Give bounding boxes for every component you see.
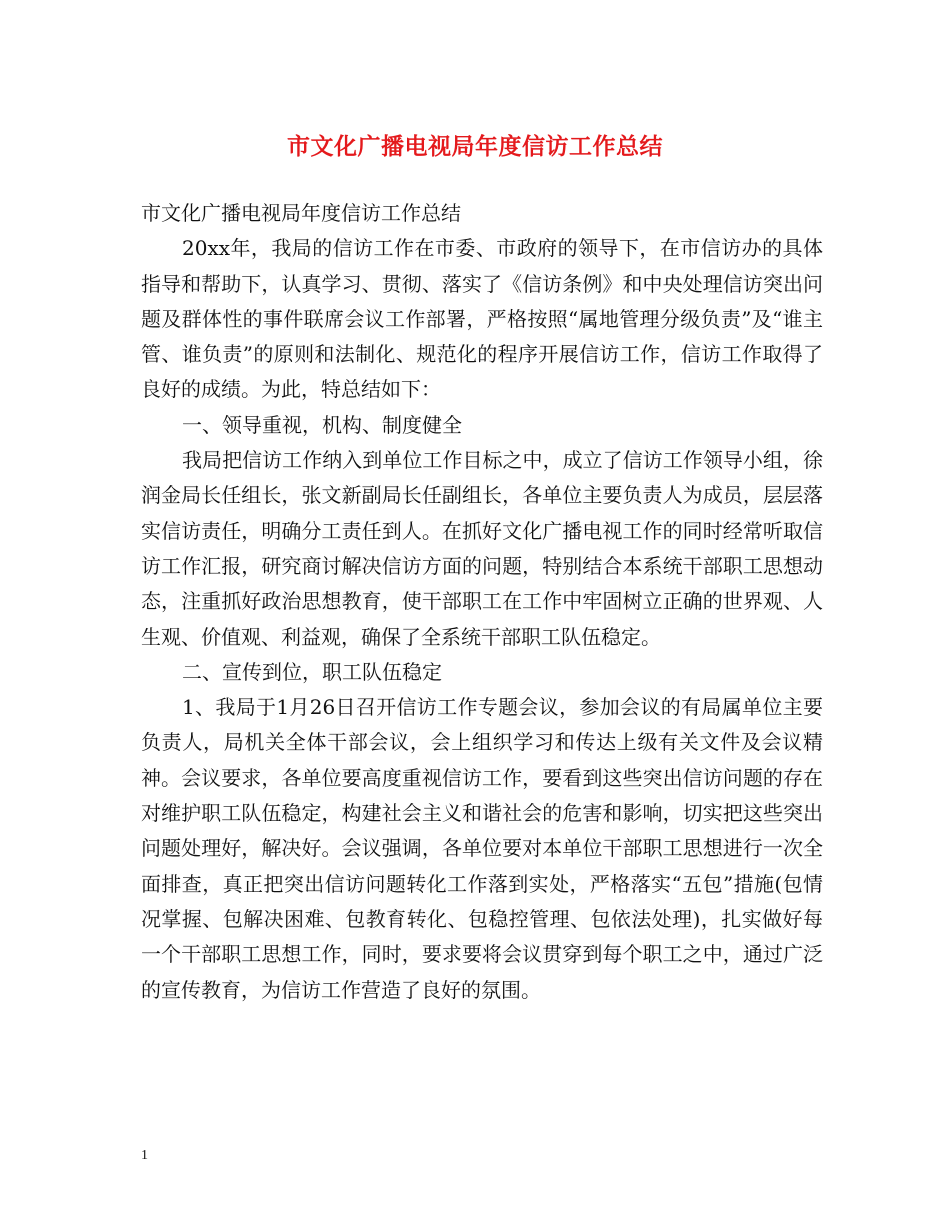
page-number: 1 <box>141 1148 148 1163</box>
section-heading-2: 二、宣传到位，职工队伍稳定 <box>182 659 442 684</box>
document-title: 市文化广播电视局年度信访工作总结 <box>287 133 663 160</box>
subtitle-paragraph: 市文化广播电视局年度信访工作总结 <box>141 201 461 225</box>
document-body <box>141 196 823 1008</box>
section-1-paragraph: 我局把信访工作纳入到单位工作目标之中，成立了信访工作领导小组，徐润金局长任组长，张文新副局长任副组长，各单位主要负责人为成员，层层落实信访责任，明确分工责任到人。在抓好文化广播电视工作的同时经常听取信访工作汇报，研究商讨解决信访方面的问题，特别结合本系统干部职工思想动态，注重抓好政治思想教育，使干部职工在工作中牢固树立正确的世界观、人生观、价值观、利益观，确保了全系统干部职工队伍稳定。 <box>141 448 823 649</box>
intro-paragraph: 20xx年，我局的信访工作在市委、市政府的领导下，在市信访办的具体指导和帮助下，认真学习、贯彻、落实了《信访条例》和中央处理信访突出问题及群体性的事件联席会议工作部署，严格按照“属地管理分级负责”及“谁主管、谁负责”的原则和法制化、规范化的程序开展信访工作，信访工作取得了良好的成绩。为此，特总结如下： <box>141 236 823 402</box>
section-heading-1: 一、领导重视，机构、制度健全 <box>182 412 462 437</box>
section-2-paragraph: 1、我局于1月26日召开信访工作专题会议，参加会议的有局属单位主要负责人，局机关全体干部会议，会上组织学习和传达上级有关文件及会议精神。会议要求，各单位要高度重视信访工作，要看到这些突出信访问题的存在对维护职工队伍稳定，构建社会主义和谐社会的危害和影响，切实把这些突出问题处理好，解决好。会议强调，各单位要对本单位干部职工思想进行一次全面排查，真正把突出信访问题转化工作落到实处，严格落实“五包”措施(包情况掌握、包解决困难、包教育转化、包稳控管理、包依法处理)，扎实做好每一个干部职工思想工作，同时，要求要将会议贯穿到每个职工之中，通过广泛的宣传教育，为信访工作营造了良好的氛围。 <box>141 695 823 1002</box>
